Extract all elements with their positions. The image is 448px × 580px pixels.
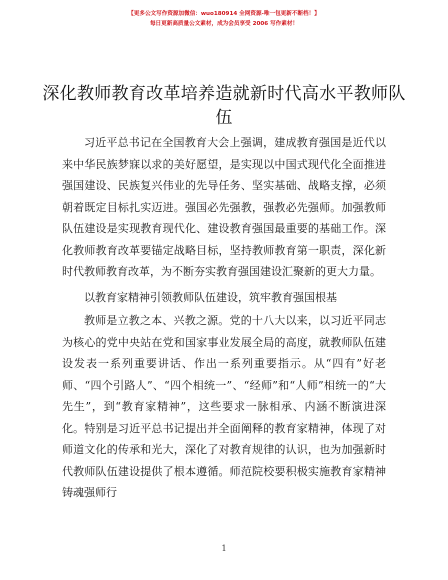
document-body <box>62 132 386 504</box>
page-number: 1 <box>221 544 227 553</box>
paragraph-teachers: 教师是立教之本、兴教之源。党的十八大以来，以习近平同志为核心的党中央站在党和国家事业发展全局的高度，就教师队伍建设发表一系列重要讲话、作出一系列重要指示。从“四有”好老师、“四个引路人”、“四个相统一”、“经师”和“人师”相统一的“大先生”，到“教育家精神”，这些要求一脉相承、内涵不断演进深化。特别是习近平总书记提出并全面阐释的教育家精神，体现了对师道文化的传承和光大，深化了对教育规律的认识，也为加强新时代教师队伍建设提供了根本遵循。师范院校要积极实施教育家精神铸魂强师行 <box>62 314 386 499</box>
paragraph-intro: 习近平总书记在全国教育大会上强调，建成教育强国是近代以来中华民族梦寐以求的美好愿望，是实现以中国式现代化全面推进强国建设、民族复兴伟业的先导任务、坚实基础、战略支撑，必须朝着既定目标扎实迈进。强国必先强教，强教必先强师。加强教师队伍建设是实现教育现代化、建设教育强国最重要的基础工作。深化教师教育改革要锚定战略目标，坚持教师教育第一职责，深化新时代教师教育改革，为不断夯实教育强国建设汇聚新的更大力量。 <box>62 136 386 278</box>
promo-banner <box>0 10 448 29</box>
promo-banner-line-2: 每日更新高质量公文素材，成为会员享受 2006 写作素材！ <box>149 21 299 27</box>
document-title: 深化教师教育改革培养造就新时代高水平教师队伍 <box>42 84 406 128</box>
promo-banner-line-1: 【更多公文写作资源加微信：wuo180914 全网资源-唯一包更新不断档！】 <box>128 11 320 17</box>
section-heading: 以教育家精神引领教师队伍建设，筑牢教育强国根基 <box>84 290 337 304</box>
